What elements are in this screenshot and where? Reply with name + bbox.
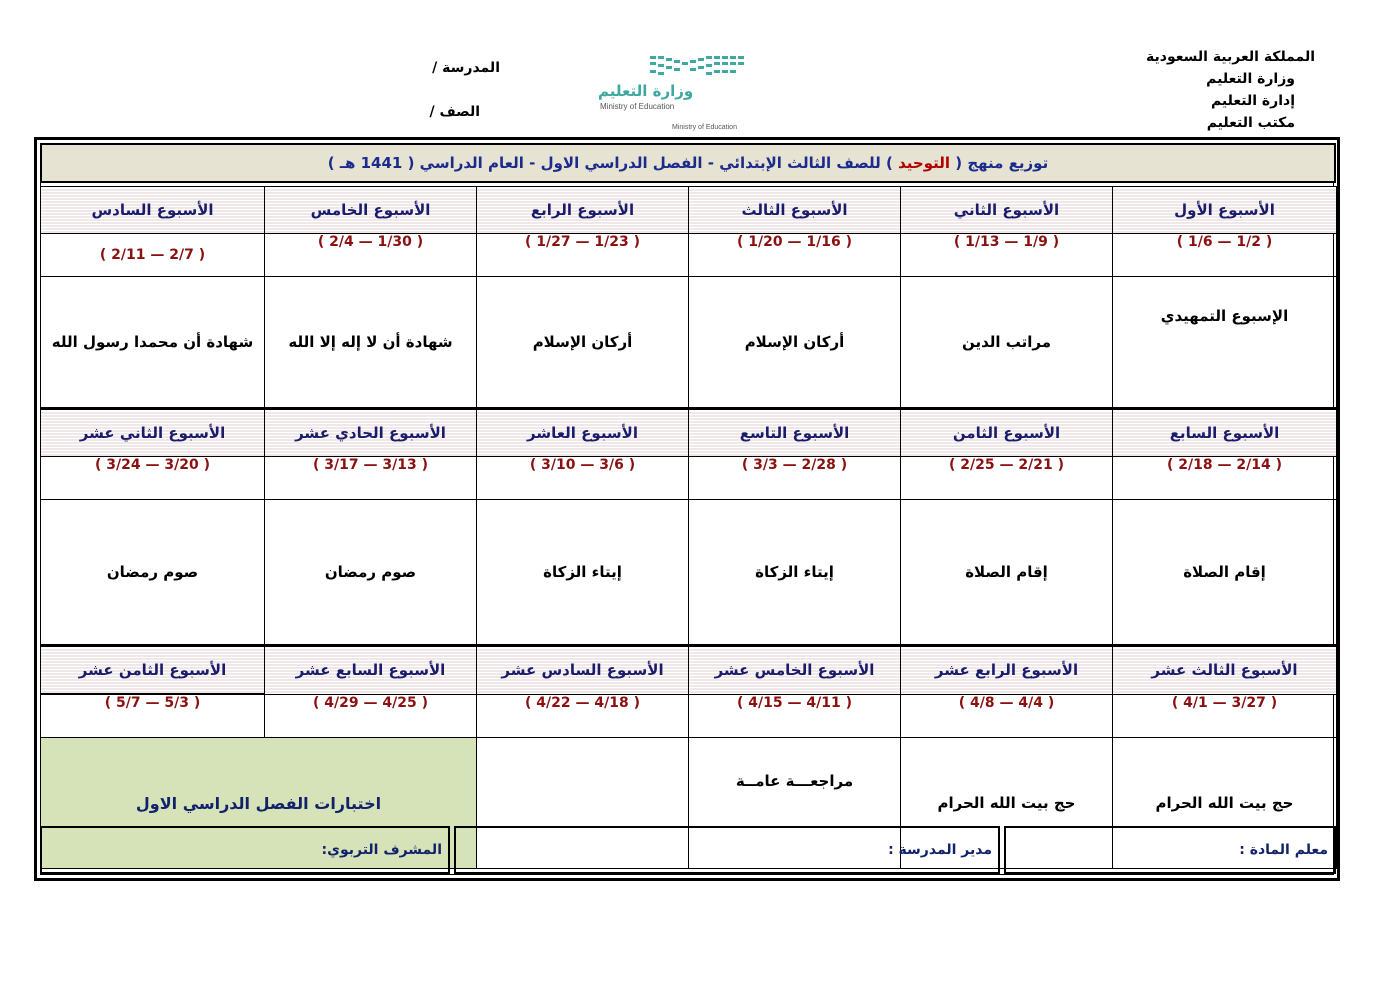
topic-cell: مراجعـــة عامــة (689, 738, 901, 869)
week-header-row (41, 646, 1337, 695)
logo-english-small: Ministry of Education (672, 124, 737, 131)
date-cell: ( 4/4 — 4/8 ) (901, 694, 1113, 738)
date-cell: ( 4/11 — 4/15 ) (689, 694, 901, 738)
week-cell: الأسبوع الخامس (265, 187, 477, 234)
date-cell: ( 1/16 — 1/20 ) (689, 234, 901, 277)
country-name: المملكة العربية السعودية (1146, 49, 1315, 65)
week-cell: الأسبوع الحادي عشر (265, 409, 477, 457)
week-cell: الأسبوع الرابع عشر (901, 646, 1113, 695)
topic-cell: أركان الإسلام (689, 277, 901, 409)
date-cell: ( 3/6 — 3/10 ) (477, 457, 689, 500)
week-cell: الأسبوع السادس (41, 187, 265, 234)
date-cell: ( 5/3 — 5/7 ) (41, 694, 265, 738)
school-label: المدرسة / (432, 60, 500, 76)
week-cell: الأسبوع التاسع (689, 409, 901, 457)
date-cell: ( 1/30 — 2/4 ) (265, 234, 477, 277)
date-cell: ( 1/2 — 1/6 ) (1113, 234, 1337, 277)
date-cell: ( 1/9 — 1/13 ) (901, 234, 1113, 277)
date-cell: ( 1/23 — 1/27 ) (477, 234, 689, 277)
week-cell: الأسبوع الخامس عشر (689, 646, 901, 695)
date-cell: ( 2/7 — 2/11 ) (41, 234, 265, 277)
date-cell: ( 2/21 — 2/25 ) (901, 457, 1113, 500)
date-row (41, 694, 1337, 738)
topic-cell: إقام الصلاة (1113, 500, 1337, 646)
date-cell: ( 3/27 — 4/1 ) (1113, 694, 1337, 738)
topic-cell: حج بيت الله الحرام (1113, 738, 1337, 869)
academic-year: 1441 هـ (339, 154, 403, 172)
logo-dots-icon (592, 52, 762, 82)
topic-cell: شهادة أن لا إله إلا الله (265, 277, 477, 409)
principal-signature: مدير المدرسة : (454, 826, 1000, 874)
signature-footer (40, 826, 1336, 876)
week-header-row (41, 409, 1337, 457)
topic-cell: إقام الصلاة (901, 500, 1113, 646)
week-cell: الأسبوع الثاني عشر (41, 409, 265, 457)
week-cell: الأسبوع الثالث (689, 187, 901, 234)
school-header (380, 46, 500, 134)
topic-cell: صوم رمضان (41, 500, 265, 646)
topic-cell: صوم رمضان (265, 500, 477, 646)
week-cell: الأسبوع الثالث عشر (1113, 646, 1337, 695)
logo-english: Ministry of Education (600, 102, 675, 111)
date-cell: ( 4/25 — 4/29 ) (265, 694, 477, 738)
ministry-logo (592, 52, 762, 134)
week-cell: الأسبوع الرابع (477, 187, 689, 234)
topic-cell: مراتب الدين (901, 277, 1113, 409)
topic-cell: أركان الإسلام (477, 277, 689, 409)
date-cell: ( 2/14 — 2/18 ) (1113, 457, 1337, 500)
week-header-row (41, 187, 1337, 234)
topic-cell: الإسبوع التمهيدي (1113, 277, 1337, 409)
topic-row (41, 500, 1337, 646)
week-cell: الأسبوع الثاني (901, 187, 1113, 234)
date-cell: ( 2/28 — 3/3 ) (689, 457, 901, 500)
week-cell: الأسبوع الثامن عشر (41, 646, 265, 695)
exams-cell: اختبارات الفصل الدراسي الاول (41, 738, 477, 869)
topic-cell: شهادة أن محمدا رسول الله (41, 277, 265, 409)
administration-name: إدارة التعليم (1210, 93, 1295, 109)
topic-row (41, 277, 1337, 409)
curriculum-table (40, 186, 1337, 869)
class-label: الصف / (429, 104, 480, 120)
week-cell: الأسبوع الأول (1113, 187, 1337, 234)
office-name: مكتب التعليم (1206, 115, 1295, 131)
topic-cell: إيتاء الزكاة (477, 500, 689, 646)
date-row (41, 234, 1337, 277)
week-cell: الأسبوع الثامن (901, 409, 1113, 457)
logo-arabic: وزارة التعليم (598, 82, 694, 100)
week-cell: الأسبوع السابع عشر (265, 646, 477, 695)
supervisor-signature: المشرف التربوي: (40, 826, 450, 874)
week-cell: الأسبوع السابع (1113, 409, 1337, 457)
topic-cell: إيتاء الزكاة (689, 500, 901, 646)
date-row (41, 457, 1337, 500)
ministry-header (1115, 46, 1315, 134)
topic-cell: حج بيت الله الحرام (901, 738, 1113, 869)
teacher-signature: معلم المادة : (1004, 826, 1336, 874)
subject-name: التوحيد (898, 154, 951, 172)
week-cell: الأسبوع السادس عشر (477, 646, 689, 695)
date-cell: ( 3/13 — 3/17 ) (265, 457, 477, 500)
week-cell: الأسبوع العاشر (477, 409, 689, 457)
ministry-name: وزارة التعليم (1206, 71, 1295, 87)
date-cell: ( 4/18 — 4/22 ) (477, 694, 689, 738)
date-cell: ( 3/20 — 3/24 ) (41, 457, 265, 500)
plan-title: توزيع منهج ( التوحيد ) للصف الثالث الإبتدائي - الفصل الدراسي الاول - العام الدراسي ( 1441 هـ ) (40, 143, 1336, 183)
